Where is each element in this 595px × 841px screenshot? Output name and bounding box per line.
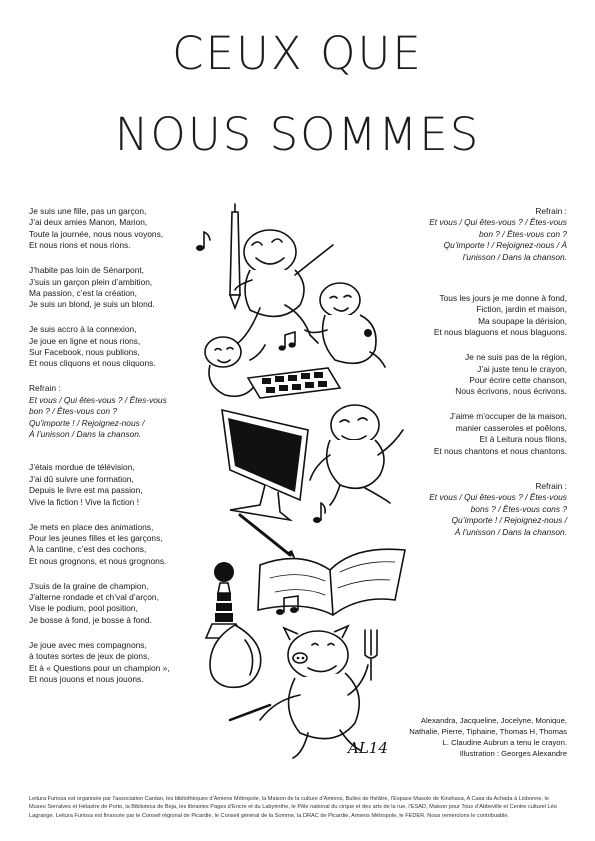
lyric-line: J’suis un garçon plein d’ambition, bbox=[29, 276, 153, 287]
refrain-line: Et vous / Qui êtes-vous ? / Êtes-vous bbox=[429, 492, 567, 503]
lyric-line: Je mets en place des animations, bbox=[29, 521, 154, 532]
cartoon-illustration bbox=[190, 200, 420, 770]
lyric-line: Nous écrivons, nous écrivons. bbox=[455, 386, 567, 397]
lyric-line: Je suis une fille, pas un garçon, bbox=[29, 206, 147, 216]
lyric-line: Je suis accro à la connexion, bbox=[29, 324, 137, 335]
lyric-line: Et nous chantons et nous chantons. bbox=[433, 445, 567, 456]
stanza bbox=[29, 324, 199, 370]
lyric-line: Et nous jouons et nous jouons. bbox=[29, 674, 144, 684]
music-note-icon bbox=[279, 332, 296, 351]
refrain-line: Et vous / Qui êtes-vous ? / Êtes-vous bbox=[429, 217, 567, 228]
pencil-kid-drawing bbox=[224, 204, 333, 346]
lyric-line: Je joue avec mes compagnons, bbox=[29, 639, 147, 650]
refrain-label: Refrain : bbox=[29, 383, 61, 394]
credits-line: Alexandra, Jacqueline, Jocelyne, Monique, bbox=[420, 716, 567, 725]
lyric-line: Sur Facebook, nous publions, bbox=[29, 347, 140, 358]
refrain-line: Qu’importe ! / Rejoignez-nous / bbox=[29, 417, 145, 428]
lyric-line: Ma soupape la dérision, bbox=[478, 315, 567, 326]
credits-line: L. Claudine Aubrun a tenu le crayon. bbox=[442, 738, 567, 747]
music-note-icon bbox=[313, 503, 325, 523]
lyric-line: J’ai deux amies Manon, Marion, bbox=[29, 217, 148, 228]
lyric-line: Et à « Questions pour un champion », bbox=[29, 662, 170, 673]
refrain-line: Qu’importe ! / Rejoignez-nous / bbox=[451, 515, 567, 526]
lyric-line: Et nous grognons, et nous grognons. bbox=[29, 555, 167, 566]
refrain-stanza bbox=[410, 481, 567, 538]
refrain-line: Qu’importe ! / Rejoignez-nous / À bbox=[443, 240, 567, 251]
refrain-stanza bbox=[29, 383, 199, 440]
lyric-line: Vive la fiction ! Vive la fiction ! bbox=[29, 496, 140, 507]
lyric-line: J’ai juste tenu le crayon, bbox=[477, 363, 567, 374]
lyric-line: Depuis le livre est ma passion, bbox=[29, 485, 143, 496]
footer-text: Leitura Furiosa est organisée par l’association Cardan, les bibliothèques d’Amiens Métropole, la Maison de la culture d’Amiens, Bulles de théâtre, l’Espace Masolo de Kinshasa, A Casa da Achada à Lisbonne, le Museu Serralves et Hélastre de Porto, la Biblioteca de Beja, les librairies Pages d’Encre et du Labyrinthe, le Pôle national du cirque et des arts de la rue, l’ESAD, Maison pour Tous d’Abbeville et Centre culturel Léo Lagrange. Leitura Furiosa est financée par le Conseil régional de Picardie, le Conseil général de la Somme, la DRAC de Picardie, Amiens Métropole, le FEDER. Nous remercions le contribuable. bbox=[29, 796, 557, 819]
refrain-line: bons ? / Êtes-vous cons ? bbox=[470, 503, 567, 514]
page-title-line-1: CEUX QUE bbox=[172, 27, 423, 80]
lyric-line: Je joue en ligne et nous rions, bbox=[29, 335, 141, 346]
stanza bbox=[29, 206, 199, 252]
lyric-line: Et nous blaguons et nous blaguons. bbox=[433, 327, 567, 338]
page-title-line-2: NOUS SOMMES bbox=[114, 108, 481, 161]
credits-line: Illustration : Georges Alexandre bbox=[459, 749, 567, 758]
lyric-line: Je bosse à fond, je bosse à fond. bbox=[29, 614, 152, 625]
lyric-line: J’suis de la graine de champion, bbox=[29, 580, 149, 591]
keyboard-kid-drawing bbox=[205, 337, 340, 398]
stanza bbox=[410, 293, 567, 339]
open-book-drawing bbox=[240, 515, 405, 615]
leaning-kid-drawing bbox=[310, 405, 403, 505]
stanza bbox=[29, 265, 199, 311]
round-kid-drawing bbox=[305, 283, 385, 367]
lyric-line: J’ai dû suivre une formation, bbox=[29, 473, 134, 484]
refrain-line: À l’unisson / Dans la chanson. bbox=[29, 429, 142, 439]
lyric-line: Pour écrire cette chanson, bbox=[469, 374, 567, 385]
stanza bbox=[29, 522, 199, 568]
stanza bbox=[29, 640, 199, 686]
refrain-label: Refrain : bbox=[535, 480, 567, 491]
computer-monitor-drawing bbox=[222, 410, 308, 520]
stanza bbox=[410, 352, 567, 398]
stanza bbox=[410, 411, 567, 457]
lyric-line: Et nous rions et nous rions. bbox=[29, 240, 131, 251]
stanza bbox=[29, 462, 199, 508]
lyric-line: Ma passion, c’est la création, bbox=[29, 287, 137, 298]
lyric-line: J’habite pas loin de Sénarpont, bbox=[29, 265, 145, 276]
lyric-line: À la cantine, c’est des cochons, bbox=[29, 544, 147, 555]
refrain-line: Et vous / Qui êtes-vous ? / Êtes-vous bbox=[29, 394, 167, 405]
lyric-line: à toutes sortes de jeux de pions, bbox=[29, 651, 150, 662]
lyric-line: Je suis un blond, je suis un blond. bbox=[29, 299, 155, 310]
lyric-line: Pour les jeunes filles et les garçons, bbox=[29, 532, 163, 543]
lyric-line: Toute la journée, nous nous voyons, bbox=[29, 228, 164, 239]
refrain-line: l’unisson / Dans la chanson. bbox=[462, 251, 567, 262]
lyric-line: Fiction, jardin et maison, bbox=[476, 304, 567, 315]
refrain-line: bon ? / Êtes-vous con ? bbox=[29, 406, 117, 417]
lyric-line: J’aime m’occuper de la maison, bbox=[449, 411, 567, 422]
music-note-icon bbox=[196, 232, 210, 251]
refrain-stanza bbox=[410, 206, 567, 263]
refrain-label: Refrain : bbox=[535, 206, 567, 216]
lyric-line: Et à Leitura nous filons, bbox=[479, 434, 567, 445]
credits-line: Nathalie, Pierre, Tiphaine, Thomas H, Thomas bbox=[409, 727, 567, 736]
stanza bbox=[29, 581, 199, 627]
lyric-line: Je ne suis pas de la région, bbox=[465, 352, 567, 363]
refrain-line: bon ? / Êtes-vous con ? bbox=[479, 228, 567, 239]
right-lyrics-column bbox=[410, 206, 567, 551]
lyric-line: Vise le podium, pool position, bbox=[29, 603, 138, 614]
lyric-line: Et nous cliquons et nous cliquons. bbox=[29, 358, 156, 369]
left-lyrics-column bbox=[29, 206, 199, 699]
lyric-line: J’étais mordue de télévision, bbox=[29, 462, 135, 473]
refrain-line: À l’unisson / Dans la chanson. bbox=[454, 526, 567, 537]
artist-signature: AL14 bbox=[348, 739, 388, 757]
lyric-line: Tous les jours je me donne à fond, bbox=[439, 293, 567, 304]
lyric-line: manier casseroles et poêlons, bbox=[455, 422, 567, 433]
lyric-line: J’alterne rondade et ch’val d’arçon, bbox=[29, 592, 159, 603]
